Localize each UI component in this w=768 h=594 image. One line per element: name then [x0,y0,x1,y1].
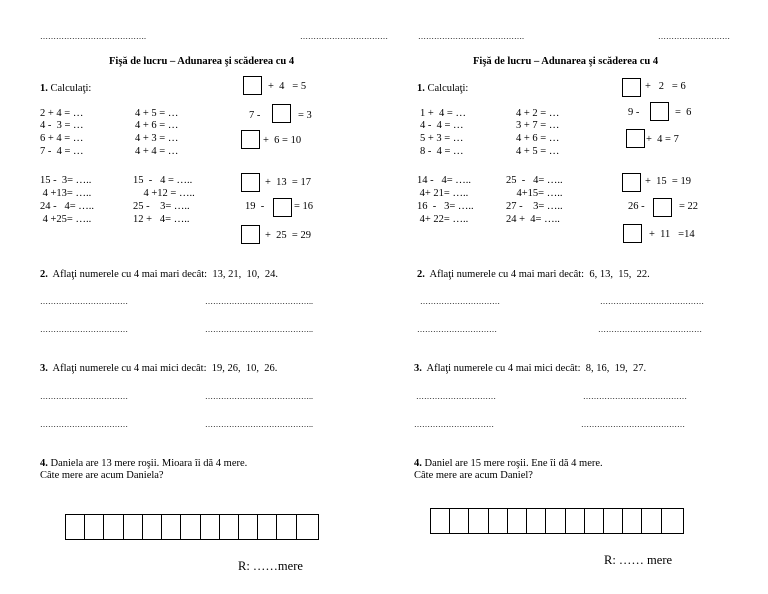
exercise-2 [40,270,278,281]
answer-box[interactable] [241,173,260,192]
box-equation: + 13 = 17 [265,177,311,188]
answer-line[interactable]: ………………………………… [581,420,685,429]
box-equation-left: 9 - [628,107,640,118]
box-equation: + 15 = 19 [645,176,691,187]
grid-cell[interactable] [604,509,623,533]
exercise-2 [417,270,650,281]
calc-item: 4+ 21= ….. [417,188,469,199]
answer-line[interactable]: ………………………………… [598,325,702,334]
answer-line[interactable]: ………………………… [416,392,496,401]
calc-item: 14 - 4= ….. [417,175,472,186]
answer-line[interactable]: ………………………………… [583,392,687,401]
calc-item: 2 + 4 = … [40,108,84,119]
answer-box[interactable] [622,173,641,192]
calc-item: 4 + 4 = … [135,146,179,157]
calc-item: 4 + 6 = … [135,120,179,131]
exercise-text: Daniela are 13 mere roşii. Mioara îi dă 4 mere. [50,458,248,469]
answer-line[interactable]: ………………………… [414,420,494,429]
exercise-number: 4. [414,458,422,469]
calc-item: 1 + 4 = … [420,108,466,119]
box-equation-right: = 16 [294,201,314,212]
grid-cell[interactable] [277,515,296,539]
exercise-4-line1 [414,459,603,470]
answer-line[interactable]: …………………………… [40,392,128,401]
class-line: ……………………… [658,32,730,41]
exercise-number: 1. [417,83,425,94]
answer-box[interactable] [273,198,292,217]
grid-cell[interactable] [297,515,316,539]
calc-item: 4 +13= ….. [40,188,92,199]
exercise-4-line1 [40,459,247,470]
worksheet-title: Fişă de lucru – Adunarea şi scăderea cu 4 [473,56,659,67]
grid-cell[interactable] [66,515,85,539]
answer-line[interactable]: …………………………… [40,325,128,334]
calc-item: 27 - 3= ….. [506,201,563,212]
box-equation: + 25 = 29 [265,230,311,241]
grid-cell[interactable] [143,515,162,539]
calc-item: 3 + 7 = … [516,120,560,131]
grid-cell[interactable] [220,515,239,539]
calc-item: 25 - 4= ….. [506,175,563,186]
exercise-number: 4. [40,458,48,469]
box-equation: + 11 =14 [649,229,695,240]
calc-item: 4 - 3 = … [40,120,84,131]
calc-item: 4 +25= ….. [40,214,92,225]
exercise-text: Aflaţi numerele cu 4 mai mici decât: 8, 16, 19, 27. [426,363,647,374]
box-equation: + 2 = 6 [645,81,686,92]
grid-cell[interactable] [450,509,469,533]
box-equation-left: 19 - [245,201,265,212]
box-equation-right: = 22 [679,201,699,212]
answer-line[interactable]: ………………………… [417,325,497,334]
answer-line[interactable]: ………………………………….. [205,392,313,401]
exercise-number: 3. [414,363,422,374]
answer-box[interactable] [626,129,645,148]
exercise-number: 2. [417,269,425,280]
box-equation: + 4 = 5 [268,81,307,92]
name-line: …………………………………. [40,32,146,41]
grid-cell[interactable] [124,515,143,539]
worksheet-title: Fişă de lucru – Adunarea şi scăderea cu 4 [109,56,295,67]
exercise-text: Aflaţi numerele cu 4 mai mari decât: 6, 13, 15, 22. [429,269,650,280]
calc-item: 16 - 3= ….. [417,201,474,212]
answer-box[interactable] [272,104,291,123]
exercise-3 [414,364,646,375]
exercise-4-line2: Câte mere are acum Daniela? [40,470,164,481]
calc-item: 6 + 4 = … [40,133,84,144]
grid-cell[interactable] [201,515,220,539]
grid-cell[interactable] [642,509,661,533]
answer-box[interactable] [623,224,642,243]
answer-box[interactable] [653,198,672,217]
answer-box[interactable] [241,225,260,244]
grid-cell[interactable] [662,509,681,533]
grid-cell[interactable] [181,515,200,539]
grid-cell[interactable] [469,509,488,533]
grid-cell[interactable] [527,509,546,533]
exercise-text: Aflaţi numerele cu 4 mai mici decât: 19, 26, 10, 26. [52,363,278,374]
calc-item: 4+15= ….. [506,188,563,199]
answer-grid[interactable] [65,514,319,540]
answer-line[interactable]: ………………………………….. [205,325,313,334]
calc-item: 25 - 3= ….. [133,201,190,212]
grid-cell[interactable] [623,509,642,533]
calc-item: 4 +12 = ….. [133,188,195,199]
exercise-3 [40,364,277,375]
exercise-1-heading [417,84,468,95]
answer-line[interactable]: …………………………… [40,297,128,306]
answer-line[interactable]: ………………………………… [600,297,704,306]
exercise-number: 2. [40,269,48,280]
calc-item: 4 + 5 = … [135,108,179,119]
box-equation-right: = 6 [675,107,692,118]
grid-cell[interactable] [566,509,585,533]
calc-item: 4 - 4 = … [420,120,464,131]
name-line: …………………………………. [418,32,524,41]
box-equation-left: 7 - [249,110,261,121]
answer-line[interactable]: …………………………… [40,420,128,429]
grid-cell[interactable] [258,515,277,539]
class-line: …………………………… [300,32,388,41]
exercise-text: Aflaţi numerele cu 4 mai mari decât: 13, 21, 10, 24. [52,269,278,280]
calc-item: 7 - 4 = … [40,146,84,157]
answer-box[interactable] [241,130,260,149]
calc-item: 15 - 4 = ….. [133,175,193,186]
calc-item: 4 + 3 = … [135,133,179,144]
exercise-4-line2: Câte mere are acum Daniel? [414,470,533,481]
answer-line[interactable]: ………………………………….. [205,297,313,306]
exercise-label: Calculaţi: [427,83,469,94]
grid-cell[interactable] [431,509,450,533]
grid-cell[interactable] [489,509,508,533]
grid-cell[interactable] [162,515,181,539]
box-equation-left: 26 - [628,201,645,212]
grid-cell[interactable] [585,509,604,533]
answer-line[interactable]: ………………………………….. [205,420,313,429]
calc-item: 24 + 4= ….. [506,214,560,225]
answer-box[interactable] [650,102,669,121]
calc-item: 4 + 6 = … [516,133,560,144]
exercise-text: Daniel are 15 mere roşii. Ene îi dă 4 mere. [424,458,603,469]
calc-item: 8 - 4 = … [420,146,464,157]
exercise-number: 1. [40,83,48,94]
answer-box[interactable] [622,78,641,97]
answer-grid[interactable] [430,508,684,534]
calc-item: 4 + 2 = … [516,108,560,119]
calc-item: 24 - 4= ….. [40,201,95,212]
answer-label: R: ……mere [238,559,303,573]
grid-cell[interactable] [546,509,565,533]
answer-label: R: …… mere [604,553,673,567]
exercise-label: Calculaţi: [50,83,92,94]
box-equation: + 6 = 10 [263,135,302,146]
grid-cell[interactable] [508,509,527,533]
answer-box[interactable] [243,76,262,95]
calc-item: 4+ 22= ….. [417,214,469,225]
calc-item: 4 + 5 = … [516,146,560,157]
calc-item: 15 - 3= ….. [40,175,92,186]
grid-cell[interactable] [85,515,104,539]
box-equation: + 4 = 7 [646,134,679,145]
answer-line[interactable]: ………………………… [420,297,500,306]
box-equation-right: = 3 [298,110,312,121]
calc-item: 5 + 3 = … [420,133,464,144]
grid-cell[interactable] [239,515,258,539]
exercise-number: 3. [40,363,48,374]
calc-item: 12 + 4= ….. [133,214,190,225]
grid-cell[interactable] [104,515,123,539]
exercise-1-heading [40,84,91,95]
